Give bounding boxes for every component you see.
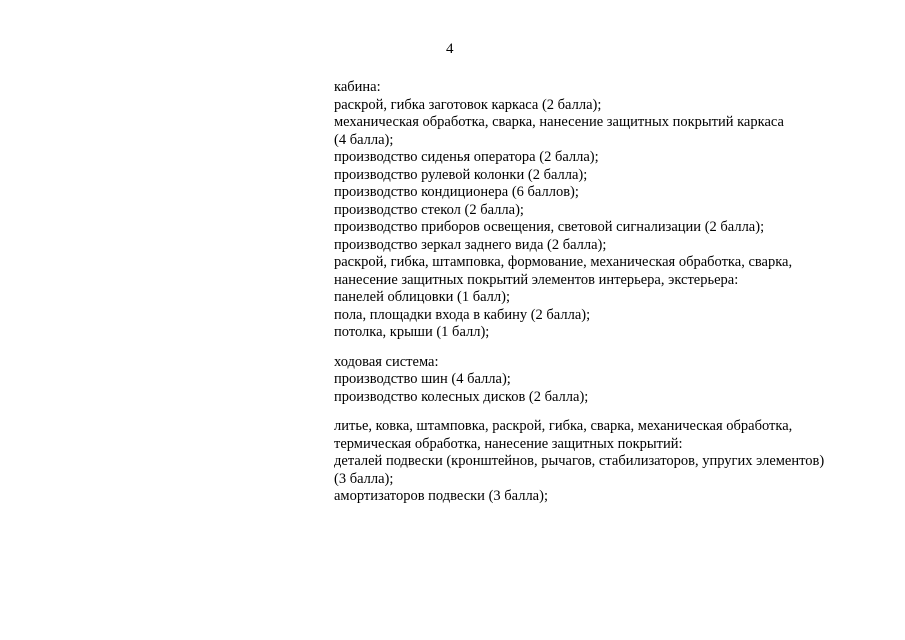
text-line: производство рулевой колонки (2 балла); <box>334 166 588 183</box>
text-line: механическая обработка, сварка, нанесение защитных покрытий каркаса <box>334 114 784 130</box>
text-line: пола, площадки входа в кабину (2 балла); <box>334 306 591 323</box>
text-line: потолка, крыши (1 балл); <box>334 324 490 340</box>
section-suspension <box>334 418 874 506</box>
text-line: амортизаторов подвески (3 балла); <box>334 488 548 504</box>
text-line: нанесение защитных покрытий элементов интерьера, экстерьера: <box>334 271 739 288</box>
text-line: литье, ковка, штамповка, раскрой, гибка, сварка, механическая обработка, <box>334 418 793 434</box>
text-line: производство стекол (2 балла); <box>334 201 524 218</box>
document-body <box>334 79 874 506</box>
section-heading-running-gear: ходовая система: <box>334 353 439 370</box>
text-line: раскрой, гибка заготовок каркаса (2 балла); <box>334 96 602 113</box>
text-line: деталей подвески (кронштейнов, рычагов, стабилизаторов, упругих элементов) <box>334 453 825 469</box>
text-line: производство кондиционера (6 баллов); <box>334 184 579 200</box>
section-heading-cabin: кабина: <box>334 79 381 95</box>
text-line: термическая обработка, нанесение защитных покрытий: <box>334 435 683 452</box>
text-line: производство зеркал заднего вида (2 балла); <box>334 236 607 253</box>
text-line: производство приборов освещения, световой сигнализации (2 балла); <box>334 219 765 235</box>
text-line: производство шин (4 балла); <box>334 371 511 387</box>
page-number: 4 <box>446 41 454 57</box>
paragraph-gap <box>334 406 874 418</box>
text-line: (4 балла); <box>334 131 394 148</box>
paragraph-gap <box>334 342 874 354</box>
section-cabin <box>334 79 874 342</box>
section-running-gear <box>334 354 874 407</box>
text-line: раскрой, гибка, штамповка, формование, механическая обработка, сварка, <box>334 254 793 270</box>
text-line: производство сиденья оператора (2 балла); <box>334 149 599 165</box>
text-line: (3 балла); <box>334 470 394 487</box>
text-line: производство колесных дисков (2 балла); <box>334 388 589 405</box>
text-line: панелей облицовки (1 балл); <box>334 289 510 305</box>
